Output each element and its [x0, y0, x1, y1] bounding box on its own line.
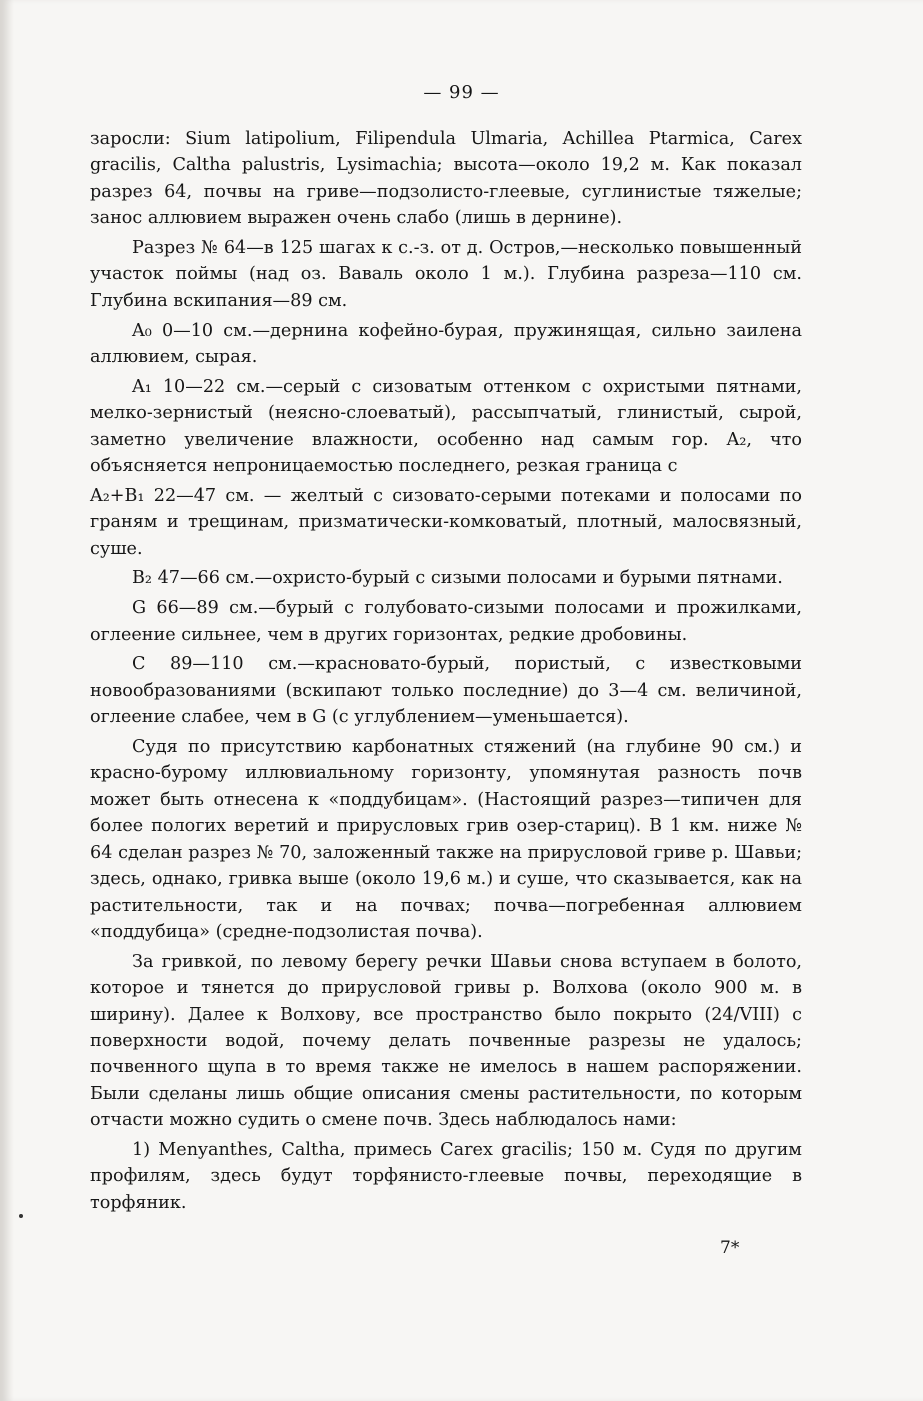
paragraph-horizon-c: C 89—110 см.—красновато-бурый, пористый, с известковыми новообразованиями (вскипают только последние) до 3—4 см. величиной, оглеение слабее, чем в G (с углублением—уменьшается). — [90, 654, 802, 728]
paragraph-horizon-a2b1: A₂+B₁ 22—47 см. — желтый с сизовато-серыми потеками и полосами по граням и трещинам, призматически-комковатый, плотный, малосвязный, суше. — [90, 485, 802, 559]
paragraph-section-64: Разрез № 64—в 125 шагах к с.-з. от д. Остров,—несколько повышенный участок поймы (над оз. Ваваль около 1 м.). Глубина разреза—110 см. Глубина вскипания—89 см. — [90, 238, 802, 311]
paragraph-horizon-b2: B₂ 47—66 см.—охристо-бурый с сизыми полосами и бурыми пятнами. — [132, 568, 783, 589]
page-spine-shadow — [0, 0, 14, 1401]
paragraph-list-item-1: 1) Menyanthes, Caltha, примесь Carex gracilis; 150 м. Судя по другим профилям, здесь будут торфянисто-глеевые почвы, переходящие в торфяник. — [90, 1139, 802, 1213]
body-text — [90, 126, 802, 1220]
print-speck — [19, 1214, 23, 1218]
paragraph-horizon-a0: A₀ 0—10 см.—дернина кофейно-бурая, пружинящая, сильно заилена аллювием, сырая. — [90, 320, 802, 368]
paragraph-horizon-g: G 66—89 см.—бурый с голубовато-сизыми полосами и прожилками, оглеение сильнее, чем в других горизонтах, редкие дробовины. — [90, 598, 802, 645]
paragraph-bog: За гривкой, по левому берегу речки Шавьи снова вступаем в болото, которое и тянется до прирусловой гривы р. Волхова (около 900 м. в ширину). Далее к Волхову, все пространство было покрыто (24/VIII) с поверхности водой, почему делать почвенные разрезы не удалось; почвенного щупа в то время также не имелось в нашем распоряжении. Были сделаны лишь общие описания смены растительности, по которым отчасти можно судить о смене почв. Здесь наблюдалось нами: — [90, 951, 802, 1131]
paragraph-horizon-a1: A₁ 10—22 см.—серый с сизоватым оттенком с охристыми пятнами, мелко-зернистый (неясно-слоеватый), рассыпчатый, глинистый, сырой, заметно увеличение влажности, особенно над самым гор. A₂, что объясняется непроницаемостью последнего, резкая граница с — [90, 376, 802, 477]
paragraph-vegetation: заросли: Sium latipolium, Filipendula Ulmaria, Achillea Ptarmica, Carex gracilis, Caltha palustris, Lysimachia; высота—около 19,2 м. Как показал разрез 64, почвы на гриве—подзолисто-глеевые, суглинистые тяжелые; занос аллювием выражен очень слабо (лишь в дернине). — [90, 129, 802, 229]
paragraph-conclusion: Судя по присутствию карбонатных стяжений (на глубине 90 см.) и красно-бурому иллювиальному горизонту, упомянутая разность почв может быть отнесена к «поддубицам». (Настоящий разрез—типичен для более пологих веретий и прирусловых грив озер-стариц). В 1 км. ниже № 64 сделан разрез № 70, заложенный также на прирусловой гриве р. Шавьи; здесь, однако, гривка выше (около 19,6 м.) и суше, что сказывается, как на растительности, так и на почвах; почва—погребенная аллювием «поддубица» (средне-подзолистая почва). — [90, 737, 802, 942]
page-number: — 99 — — [423, 82, 500, 103]
signature-mark: 7* — [720, 1238, 740, 1258]
